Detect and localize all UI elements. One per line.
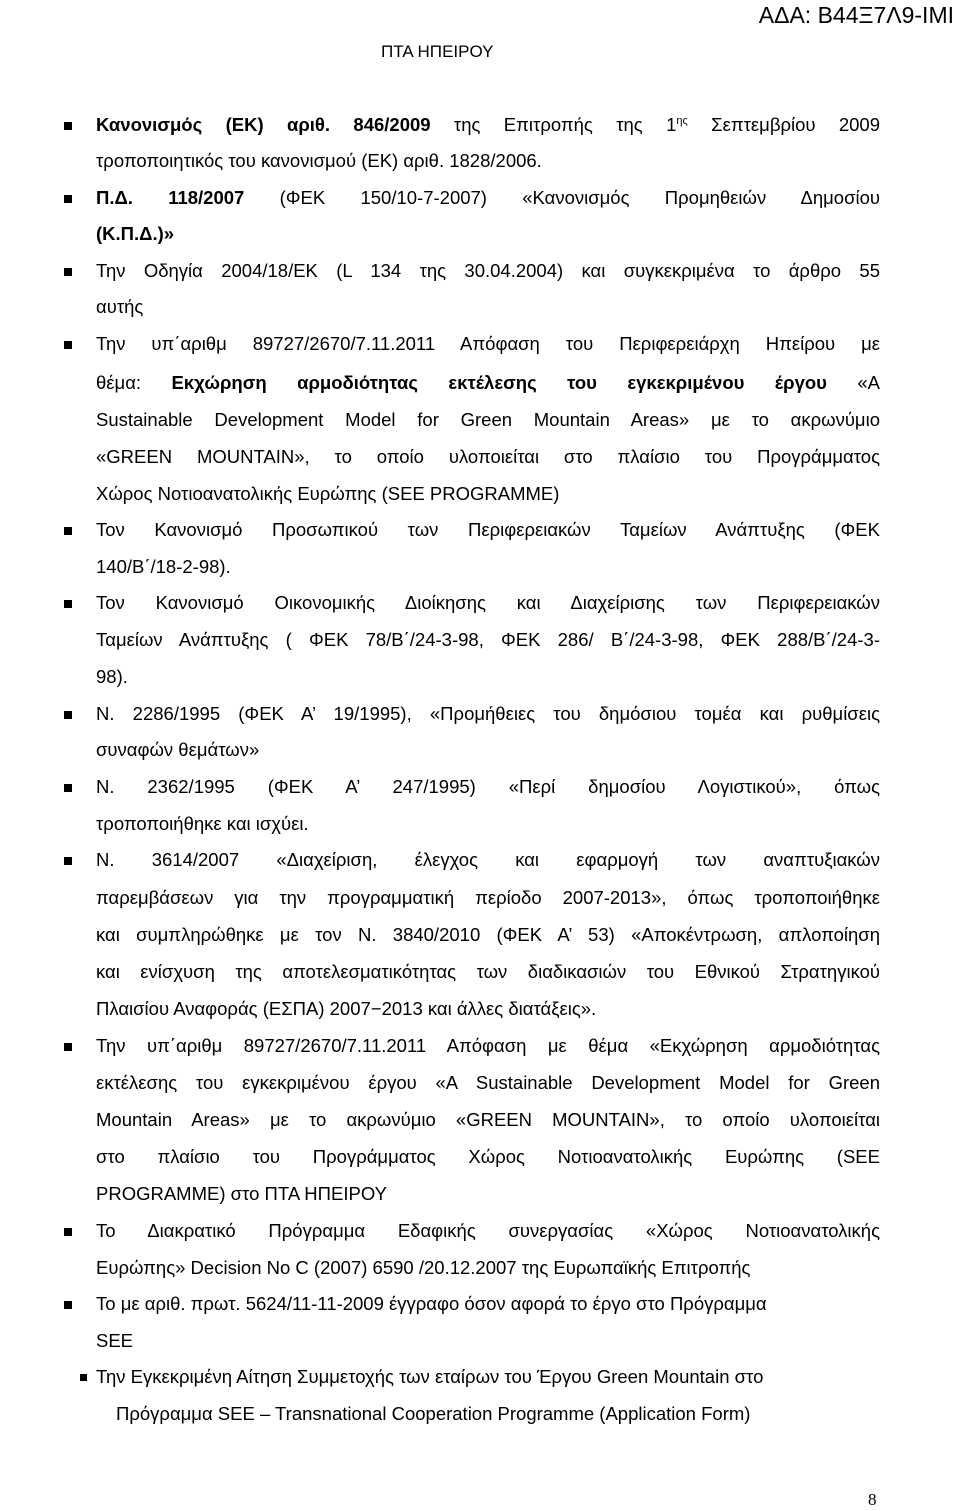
list-item-line: Τον Κανονισμό Προσωπικού των Περιφερειακών Ταμείων Ανάπτυξης (ΦΕΚ <box>96 519 880 540</box>
list-item-line: Το Διακρατικό Πρόγραμμα Εδαφικής συνεργασίας «Χώρος Νοτιοανατολικής <box>96 1220 880 1241</box>
list-item-line: Το με αριθ. πρωτ. 5624/11-11-2009 έγγραφο όσον αφορά το έργο στο Πρόγραμμα <box>96 1293 767 1314</box>
page-number: 8 <box>868 1490 877 1509</box>
list-item-line: Sustainable Development Model for Green Mountain Areas» με το ακρωνύμιο <box>96 409 880 430</box>
list-item-line: και ενίσχυση της αποτελεσματικότητας των διαδικασιών του Εθνικού Στρατηγικού <box>96 961 880 982</box>
bullet-icon <box>64 784 72 792</box>
list-item-line: θέμα: Εκχώρηση αρμοδιότητας εκτέλεσης του εγκεκριμένου έργου «A <box>96 372 880 393</box>
list-item-line: 98). <box>96 666 128 687</box>
list-item-line: PROGRAMME) στο ΠΤΑ ΗΠΕΙΡΟΥ <box>96 1183 387 1204</box>
list-item-line: Τον Κανονισμό Οικονομικής Διοίκησης και Διαχείρισης των Περιφερειακών <box>96 592 880 613</box>
bullet-icon <box>64 122 72 130</box>
bullet-icon <box>64 268 72 276</box>
bullet-icon <box>64 341 72 349</box>
list-item-line: Κανονισμός (ΕΚ) αριθ. 846/2009 της Επιτροπής της $1^{\eta\varsigma}$ Σεπτεμβρίου 2009 <box>96 114 881 135</box>
list-item-line: «GREEN MOUNTAIN», το οποίο υλοποιείται στο πλαίσιο του Προγράμματος <box>96 446 880 467</box>
bullet-icon <box>64 857 72 865</box>
list-item-line: Ν. 3614/2007 «Διαχείριση, έλεγχος και εφαρμογή των αναπτυξιακών <box>96 849 880 870</box>
bullet-icon <box>64 600 72 608</box>
list-item-line: Πλαισίου Αναφοράς (ΕΣΠΑ) 2007−2013 και άλλες διατάξεις». <box>96 998 597 1019</box>
list-item-line: Ν. 2362/1995 (ΦΕΚ Α’ 247/1995) «Περί δημοσίου Λογιστικού», όπως <box>96 776 880 797</box>
bullet-icon <box>80 1374 87 1381</box>
list-item-line: Πρόγραμμα SEE – Transnational Cooperation Programme (Application Form) <box>116 1403 751 1424</box>
list-item-line: Ταμείων Ανάπτυξης ( ΦΕΚ 78/Β΄/24-3-98, ΦΕΚ 286/ Β΄/24-3-98, ΦΕΚ 288/Β΄/24-3- <box>96 629 880 650</box>
bullet-icon <box>64 1228 72 1236</box>
list-item-line: συναφών θεμάτων» <box>96 739 260 760</box>
bullet-icon <box>64 195 72 203</box>
list-item-line: Ευρώπης» Decision No C (2007) 6590 /20.12.2007 της Ευρωπαϊκής Επιτροπής <box>96 1257 751 1278</box>
list-item-line: παρεμβάσεων για την προγραμματική περίοδο 2007-2013», όπως τροποποιήθηκε <box>96 887 880 908</box>
list-item-line: (Κ.Π.Δ.)» <box>96 223 175 244</box>
list-item-line: Την υπ΄αριθμ 89727/2670/7.11.2011 Απόφαση του Περιφερειάρχη Ηπείρου με <box>96 333 880 354</box>
ada-code: ΑΔΑ: Β44Ξ7Λ9-ΙΜΙ <box>758 2 954 28</box>
list-item-line: τροποποιήθηκε και ισχύει. <box>96 813 309 834</box>
list-item-line: Χώρος Νοτιοανατολικής Ευρώπης (SEE PROGRAMME) <box>96 483 560 504</box>
list-item-line: Mountain Areas» με το ακρωνύμιο «GREEN MOUNTAIN», το οποίο υλοποιείται <box>96 1109 880 1130</box>
list-item-line: 140/Β΄/18-2-98). <box>96 556 231 577</box>
list-item-line: SEE <box>96 1330 134 1351</box>
list-item-line: Την Εγκεκριμένη Αίτηση Συμμετοχής των εταίρων του Έργου Green Mountain στο <box>96 1366 764 1387</box>
bullet-icon <box>64 1043 72 1051</box>
organization-header: ΠΤΑ ΗΠΕΙΡΟΥ <box>381 42 494 61</box>
list-item-line: Την Οδηγία 2004/18/ΕΚ (L 134 της 30.04.2004) και συγκεκριμένα το άρθρο 55 <box>96 260 880 281</box>
list-item-line: Π.Δ. 118/2007 (ΦΕΚ 150/10-7-2007) «Κανονισμός Προμηθειών Δημοσίου <box>96 187 880 208</box>
bullet-icon <box>64 711 72 719</box>
list-item-line: στο πλαίσιο του Προγράμματος Χώρος Νοτιοανατολικής Ευρώπης (SEE <box>96 1146 880 1167</box>
bullet-icon <box>64 1301 72 1309</box>
list-item-line: Ν. 2286/1995 (ΦΕΚ Α’ 19/1995), «Προμήθειες του δημόσιου τομέα και ρυθμίσεις <box>96 703 880 724</box>
list-item-line: Την υπ΄αριθμ 89727/2670/7.11.2011 Απόφαση με θέμα «Εκχώρηση αρμοδιότητας <box>96 1035 880 1056</box>
bullet-icon <box>64 527 72 535</box>
list-item-line: τροποποιητικός του κανονισμού (ΕΚ) αριθ. 1828/2006. <box>96 150 542 171</box>
list-item-line: και συμπληρώθηκε με τον Ν. 3840/2010 (ΦΕΚ Α’ 53) «Αποκέντρωση, απλοποίηση <box>96 924 880 945</box>
list-item-line: εκτέλεσης του εγκεκριμένου έργου «A Sustainable Development Model for Green <box>96 1072 880 1093</box>
list-item-line: αυτής <box>96 296 144 317</box>
